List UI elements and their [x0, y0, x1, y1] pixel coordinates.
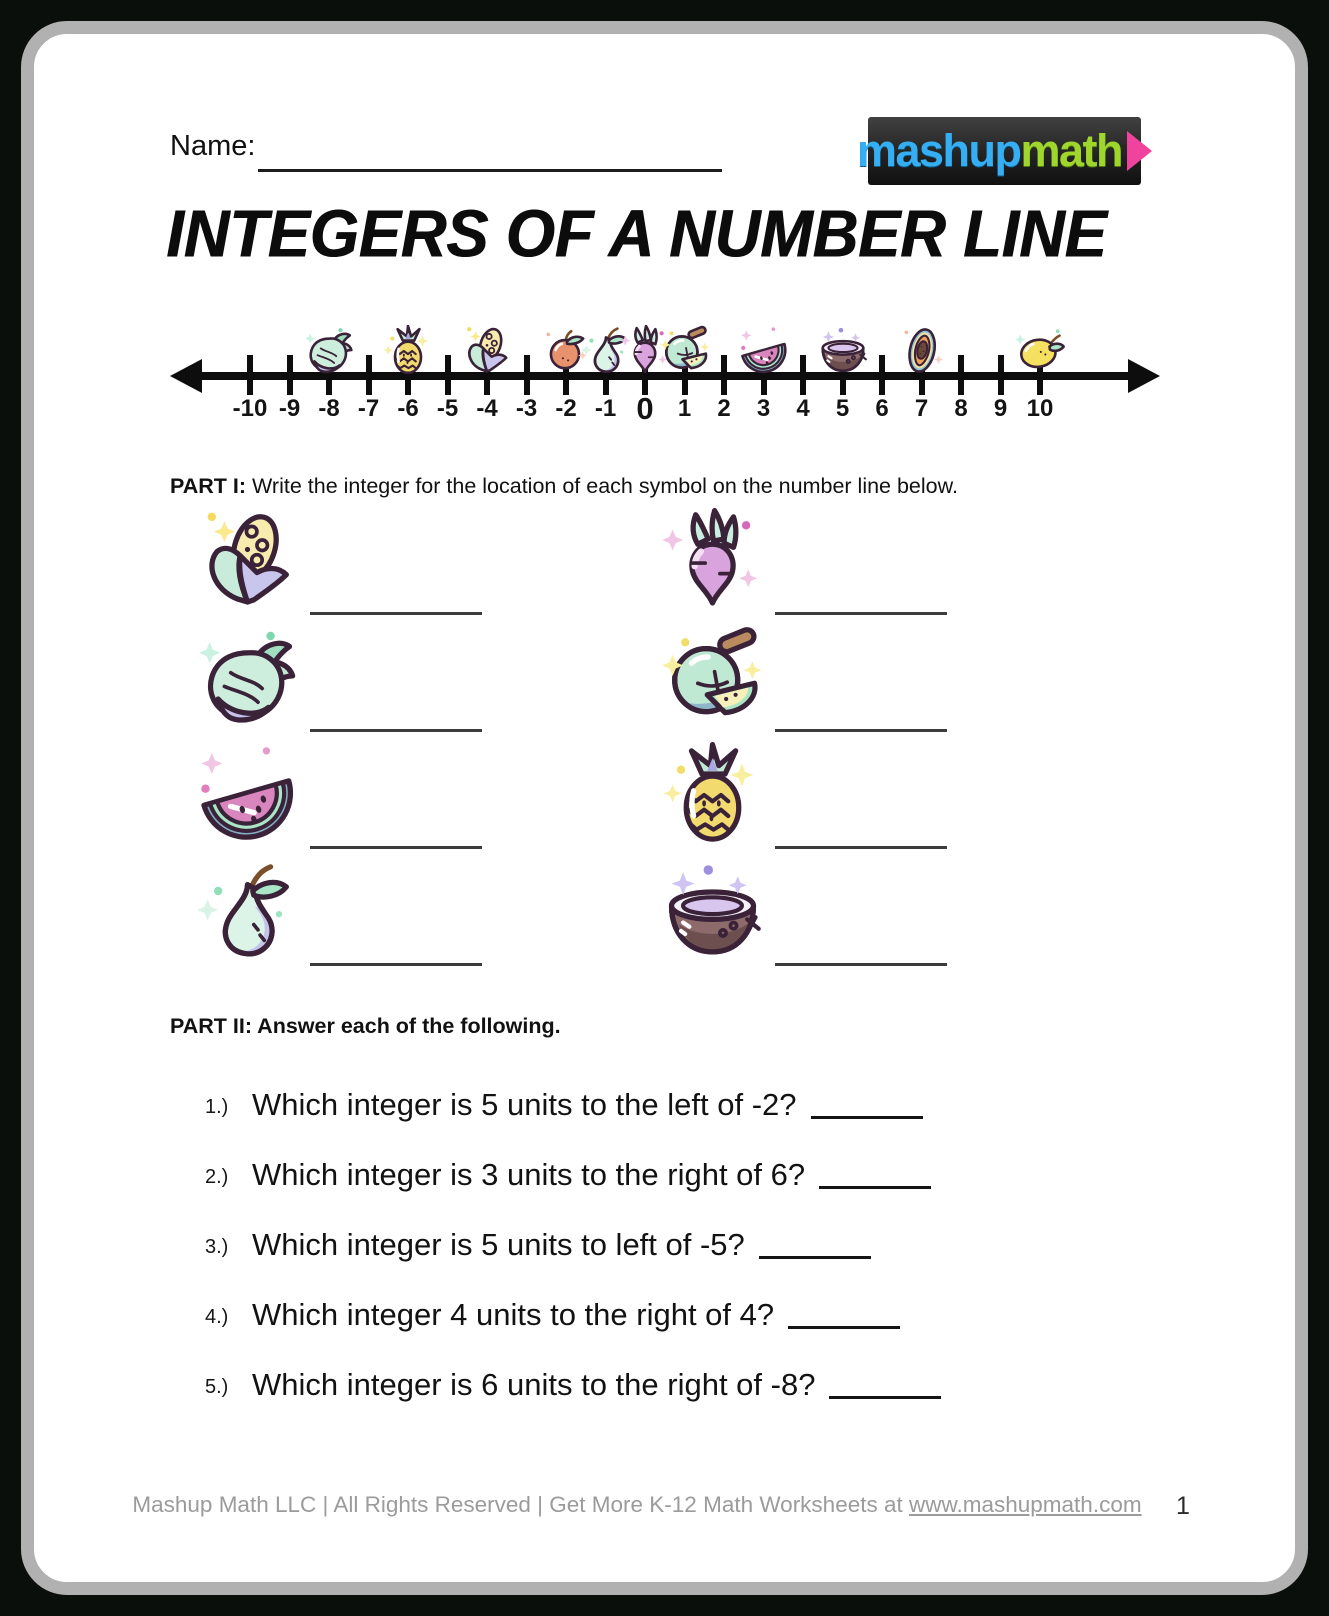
- number-line-tick-label: -8: [318, 395, 340, 422]
- footer-text: Mashup Math LLC | All Rights Reserved | Get More K-12 Math Worksheets at: [132, 1492, 909, 1517]
- question-number: 5.): [205, 1376, 229, 1398]
- question-number: 4.): [205, 1306, 229, 1328]
- number-line-tick-label: 7: [914, 395, 929, 422]
- melon-icon: [660, 622, 765, 734]
- footer-link[interactable]: www.mashupmath.com: [909, 1492, 1142, 1517]
- number-line-tick: [958, 355, 964, 395]
- pear-icon: [195, 856, 300, 968]
- part1-grid: [170, 500, 1160, 968]
- number-line-tick-label: 0: [636, 391, 654, 426]
- answer-blank[interactable]: [775, 729, 947, 732]
- number-line-tick-label: -1: [594, 395, 617, 422]
- number-line-tick: [247, 355, 253, 395]
- number-line-tick-label: -4: [476, 395, 498, 422]
- name-input-line[interactable]: [258, 140, 722, 172]
- worksheet-title: INTEGERS OF A NUMBER LINE: [166, 196, 1107, 272]
- answer-blank[interactable]: [759, 1256, 871, 1259]
- number-line-tick: [524, 355, 530, 395]
- number-line-tick-label: 8: [954, 395, 968, 422]
- number-line-tick-label: -7: [357, 395, 380, 422]
- question-row: [170, 1268, 1170, 1338]
- melon-icon: [659, 325, 711, 377]
- number-line-right-arrow-icon: [1128, 359, 1160, 393]
- number-line-tick: [998, 355, 1004, 395]
- pineapple-icon: [660, 739, 765, 851]
- page-number: 1: [1176, 1492, 1190, 1520]
- answer-blank[interactable]: [811, 1116, 923, 1119]
- cabbage-icon: [303, 325, 355, 377]
- watermelon-icon: [195, 739, 300, 851]
- number-line-tick-label: 10: [1026, 395, 1054, 422]
- answer-blank[interactable]: [775, 612, 947, 615]
- part1-heading-rest: Write the integer for the location of each symbol on the number line below.: [246, 474, 958, 498]
- part1-heading-bold: PART I:: [170, 474, 247, 498]
- watermelon-icon: [738, 325, 790, 377]
- number-line-tick-label: 3: [756, 395, 771, 422]
- question-text: Which integer is 5 units to left of -5?: [252, 1227, 745, 1263]
- coconut-icon: [817, 325, 869, 377]
- number-line-tick-label: 2: [717, 395, 731, 422]
- corn-icon: [195, 505, 300, 617]
- number-line-tick-label: 4: [796, 395, 810, 422]
- symbol-answer-cell: [600, 617, 1030, 734]
- number-line-tick-label: 6: [875, 395, 889, 422]
- number-line: [170, 305, 1160, 435]
- question-number: 2.): [205, 1166, 229, 1188]
- number-line-track: [232, 305, 1054, 435]
- lemon-icon: [1014, 325, 1066, 377]
- logo-word-math: math: [1020, 125, 1123, 176]
- question-row: [170, 1128, 1170, 1198]
- number-line-tick: [366, 355, 372, 395]
- answer-blank[interactable]: [829, 1396, 941, 1399]
- pineapple-icon: [382, 325, 434, 377]
- number-line-tick-label: 9: [993, 395, 1008, 422]
- number-line-tick-label: -10: [232, 395, 268, 422]
- part2-heading: PART II: Answer each of the following.: [170, 1014, 561, 1038]
- number-line-tick-label: -5: [436, 395, 459, 422]
- number-line-tick: [445, 355, 451, 395]
- number-line-tick-label: -6: [397, 395, 419, 422]
- question-row: [170, 1338, 1170, 1408]
- number-line-tick-label: -2: [555, 395, 577, 422]
- symbol-answer-cell: [600, 734, 1030, 851]
- question-text: Which integer is 6 units to the right of -8?: [252, 1367, 816, 1403]
- answer-blank[interactable]: [310, 729, 482, 732]
- number-line-tick: [800, 355, 806, 395]
- question-row: [170, 1058, 1170, 1128]
- question-number: 3.): [205, 1236, 229, 1258]
- radish-icon: [660, 505, 765, 617]
- answer-blank[interactable]: [310, 612, 482, 615]
- number-line-tick-label: -9: [278, 395, 301, 422]
- number-line-tick-label: -3: [515, 395, 538, 422]
- symbol-answer-cell: [170, 734, 600, 851]
- symbol-answer-cell: [170, 500, 600, 617]
- symbol-answer-cell: [600, 500, 1030, 617]
- question-text: Which integer is 5 units to the left of -2?: [252, 1087, 797, 1123]
- answer-blank[interactable]: [775, 846, 947, 849]
- number-line-tick-label: 5: [835, 395, 850, 422]
- symbol-answer-cell: [170, 617, 600, 734]
- part1-heading: [170, 474, 958, 499]
- number-line-tick: [879, 355, 885, 395]
- corn-icon: [461, 325, 513, 377]
- number-line-tick: [721, 355, 727, 395]
- answer-blank[interactable]: [775, 963, 947, 966]
- question-row: [170, 1198, 1170, 1268]
- mashupmath-logo: [856, 117, 1141, 185]
- number-line-tick: [287, 355, 293, 395]
- symbol-answer-cell: [600, 851, 1030, 968]
- answer-blank[interactable]: [310, 963, 482, 966]
- cabbage-icon: [195, 622, 300, 734]
- answer-blank[interactable]: [310, 846, 482, 849]
- answer-blank[interactable]: [788, 1326, 900, 1329]
- answer-blank[interactable]: [819, 1186, 931, 1189]
- papaya-icon: [896, 325, 948, 377]
- logo-word-mashup: mashup: [856, 125, 1021, 176]
- footer: [0, 1492, 1274, 1518]
- play-triangle-icon: [1127, 131, 1152, 171]
- question-text: Which integer 4 units to the right of 4?: [252, 1297, 775, 1333]
- question-number: 1.): [205, 1096, 229, 1118]
- coconut-icon: [660, 856, 765, 968]
- name-label: Name:: [170, 130, 256, 162]
- question-text: Which integer is 3 units to the right of 6?: [252, 1157, 806, 1193]
- number-line-tick-label: 1: [677, 395, 692, 422]
- symbol-answer-cell: [170, 851, 600, 968]
- part2-questions: [170, 1058, 1170, 1408]
